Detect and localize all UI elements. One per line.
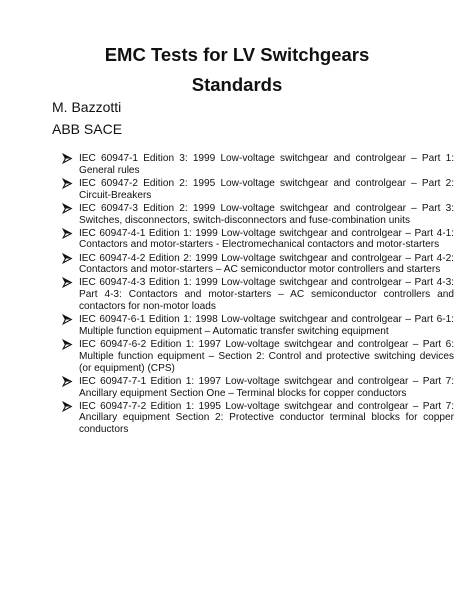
arrow-bullet-icon bbox=[62, 228, 74, 240]
standard-list-item bbox=[62, 314, 454, 338]
standard-text: IEC 60947-4-2 Edition 2: 1999 Low-voltage switchgear and controlgear – Part 4-2: Contactors and motor-starters – AC semiconductor motor controllers and starters bbox=[79, 252, 454, 276]
arrow-bullet-icon bbox=[62, 401, 74, 413]
arrow-bullet-icon bbox=[62, 153, 74, 165]
standard-list-item bbox=[62, 203, 454, 227]
author-name: M. Bazzotti bbox=[52, 99, 122, 115]
standard-list-item bbox=[62, 376, 454, 400]
arrow-bullet-icon bbox=[62, 203, 74, 215]
standard-text: IEC 60947-3 Edition 2: 1999 Low-voltage switchgear and controlgear – Part 3: Switches, disconnectors, switch-disconnectors and fuse-combination units bbox=[79, 202, 454, 226]
arrow-bullet-icon bbox=[62, 277, 74, 289]
organization-name: ABB SACE bbox=[52, 121, 123, 137]
standards-list bbox=[62, 153, 454, 437]
standard-list-item bbox=[62, 253, 454, 277]
standard-text: IEC 60947-2 Edition 2: 1995 Low-voltage switchgear and controlgear – Part 2: Circuit-Breakers bbox=[79, 177, 454, 201]
standard-list-item bbox=[62, 401, 454, 436]
standard-text: IEC 60947-4-1 Edition 1: 1999 Low-voltage switchgear and controlgear – Part 4-1: Contactors and motor-starters - Electromechanical contactors and motor-starters bbox=[79, 227, 454, 251]
standard-text: IEC 60947-1 Edition 3: 1999 Low-voltage switchgear and controlgear – Part 1: General rules bbox=[79, 153, 454, 176]
standard-text: IEC 60947-7-1 Edition 1: 1997 Low-voltage switchgear and controlgear – Part 7: Ancillary equipment Section One – Terminal blocks for copper conductors bbox=[79, 375, 454, 399]
standard-list-item bbox=[62, 339, 454, 374]
standard-text: IEC 60947-4-3 Edition 1: 1999 Low-voltage switchgear and controlgear – Part 4-3: Part 4-3: Contactors and motor-starters – AC semiconductor controllers and contactors for non-motor loads bbox=[79, 277, 454, 313]
arrow-bullet-icon bbox=[62, 253, 74, 265]
arrow-bullet-icon bbox=[62, 314, 74, 326]
standard-list-item bbox=[62, 153, 454, 177]
arrow-bullet-icon bbox=[62, 376, 74, 388]
arrow-bullet-icon bbox=[62, 178, 74, 190]
document-title: EMC Tests for LV Switchgears bbox=[104, 44, 370, 65]
standard-text: IEC 60947-6-1 Edition 1: 1998 Low-voltage switchgear and controlgear – Part 6-1: Multiple function equipment – Automatic transfer switching equipment bbox=[79, 314, 454, 337]
standard-list-item bbox=[62, 178, 454, 202]
standard-text: IEC 60947-6-2 Edition 1: 1997 Low-voltage switchgear and controlgear – Part 6: Multiple function equipment – Section 2: Control and protective switching devices (or equipment) (CPS) bbox=[79, 339, 454, 374]
standard-list-item bbox=[62, 277, 454, 312]
arrow-bullet-icon bbox=[62, 339, 74, 351]
standard-text: IEC 60947-7-2 Edition 1: 1995 Low-voltage switchgear and controlgear – Part 7: Ancillary equipment Section 2: Protective conductor terminal blocks for copper conductors bbox=[79, 400, 454, 436]
standard-list-item bbox=[62, 228, 454, 252]
document-subtitle: Standards bbox=[191, 74, 283, 95]
